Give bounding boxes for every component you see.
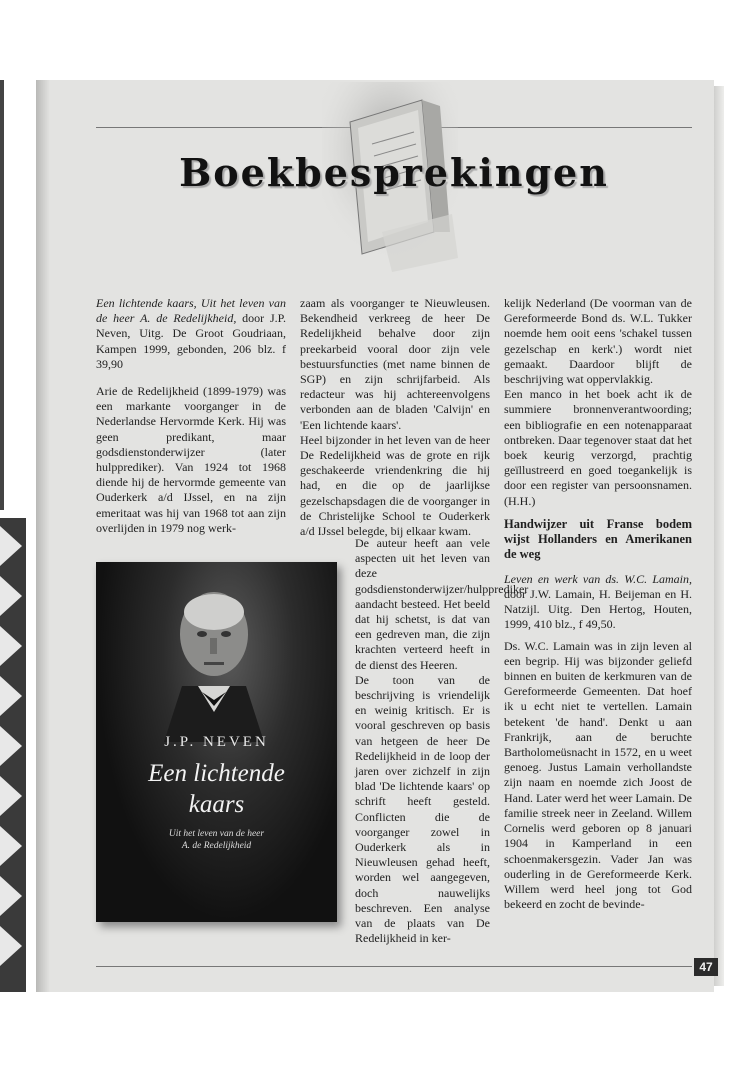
bottom-rule	[96, 966, 692, 967]
triangle-strip-decoration	[0, 518, 26, 992]
column-1	[96, 296, 286, 542]
book-cover-image	[96, 562, 337, 922]
left-edge-bar	[0, 80, 4, 510]
column-3	[504, 296, 692, 912]
author-portrait	[154, 582, 274, 742]
review1-col1-text: Arie de Redelijkheid (1899-1979) was een markante voorganger in de Nederlandse Hervormde Kerk. Hij was geen predikant, maar godsdienstonderwijzer (later hulpprediker). Van 1924 tot 1968 diende hij de hervormde gemeente van Ouderkerk a/d IJssel, en na zijn emeritaat was hij van 1968 tot aan zijn overlijden in 1979 nog werk-	[96, 384, 286, 535]
page-number: 47	[694, 958, 718, 976]
spine-shadow	[36, 80, 50, 992]
review1-col2-narrow-p2: De toon van de beschrijving is vriendelijk en weinig kritisch. Er is vooral geschreven op basis van hetgeen de heer De Redelijkheid in de loop der jaren over zichzelf in zijn blad 'De lichtende kaars' op schrift heeft gesteld. Conflicten die de voorganger zowel in Ouderkerk als in Nieuwleusen gehad heeft, worden wel aangegeven, doch nauwelijks beschreven. Een analyse van de plaats van De Redelijkheid in ker-	[355, 672, 490, 946]
review1-col3-p1: kelijk Nederland (De voorman van de Gereformeerde Bond ds. W.L. Tukker noemde hem ooit eens 'schakel tussen gezelschap en kerk'.) wordt niet gemaakt. Daardoor blijft de beschrijving wat oppervlakkig.	[504, 296, 692, 387]
column-2-narrow	[355, 536, 529, 946]
cover-subtitle: Uit het leven van de heer A. de Redelijkheid	[168, 829, 265, 851]
page-title: Boekbesprekingen	[179, 150, 609, 195]
cover-author: J.P. NEVEN	[164, 734, 269, 750]
review2-heading: Handwijzer uit Franse bodem wijst Hollanders en Amerikanen de weg	[504, 516, 692, 561]
cover-title: Een lichtende kaars	[148, 760, 285, 818]
review1-citation: Een lichtende kaars, Uit het leven van de heer A. de Redelijkheid, door J.P. Neven, Uitg. De Groot Goudriaan, Kampen 1999, gebonden, 206 blz. f 39,90	[96, 296, 286, 371]
column-2	[300, 296, 490, 545]
page-edge	[714, 86, 724, 986]
review1-col2-p1: zaam als voorganger te Nieuwleusen. Bekendheid verkreeg de heer De Redelijkheid behalve door zijn preekarbeid vooral door zijn vele bestuursfuncties (met name binnen de SGP) en zijn schrijfarbeid. Als redacteur was hij achtereenvolgens verbonden aan de bladen 'Calvijn' en 'Een lichtende kaars'.	[300, 296, 490, 432]
review1-col2-p2: Heel bijzonder in het leven van de heer De Redelijkheid was de grote en rijk geschakeerde vriendenkring die hij had, en die op de jaarlijkse gezelschapsdagen die de voorganger in de Christelijke School te Ouderkerk a/d IJssel belegde, bij elkaar kwam.	[300, 432, 490, 539]
review2-citation: Leven en werk van ds. W.C. Lamain, door J.W. Lamain, H. Beijeman en H. Natzijl. Uitg. Den Hertog, Houten, 1999, 410 blz., f 49,50.	[504, 571, 692, 632]
review1-col2-narrow: De auteur heeft aan vele aspecten uit het leven van deze godsdienstonderwijzer/hulpprediker aandacht besteed. Het beeld dat hij schetst, is dat van een gedreven man, die zijn krachten verteerd heeft in de dienst des Heeren.	[355, 536, 529, 672]
review1-col3-p2: Een manco in het boek acht ik de summiere bronnenverantwoording; een bibliografie en een notenapparaat ontbreken. Daar tegenover staat dat het boek keurig verzorgd, prachtig geïllustreerd en goed toegankelijk is door een register van persoonsnamen. (H.H.)	[504, 387, 692, 508]
review2-body: Ds. W.C. Lamain was in zijn leven al een begrip. Hij was bijzonder geliefd binnen en buiten de kerkmuren van de Gereformeerde Gemeenten. Dat hoef ik u echt niet te vertellen. Lamain betekent 'de hand'. Denkt u aan Frankrijk, aan de beruchte Bartholomeüsnacht in 1572, en u weet genoeg. Justus Lamain verhollandste zijn naam en noemde zich Joost de Hand. Later werd het weer Lamain. De familie streek neer in Zeeland. Willem Cornelis werd geboren op 8 januari 1904 in Kamperland in een schoenmakersgezin. Vader Jan was ouderling in de Gereformeerde Kerk. Willem werd heel jong tot God bekeerd en zocht de bevinde-	[504, 638, 692, 912]
